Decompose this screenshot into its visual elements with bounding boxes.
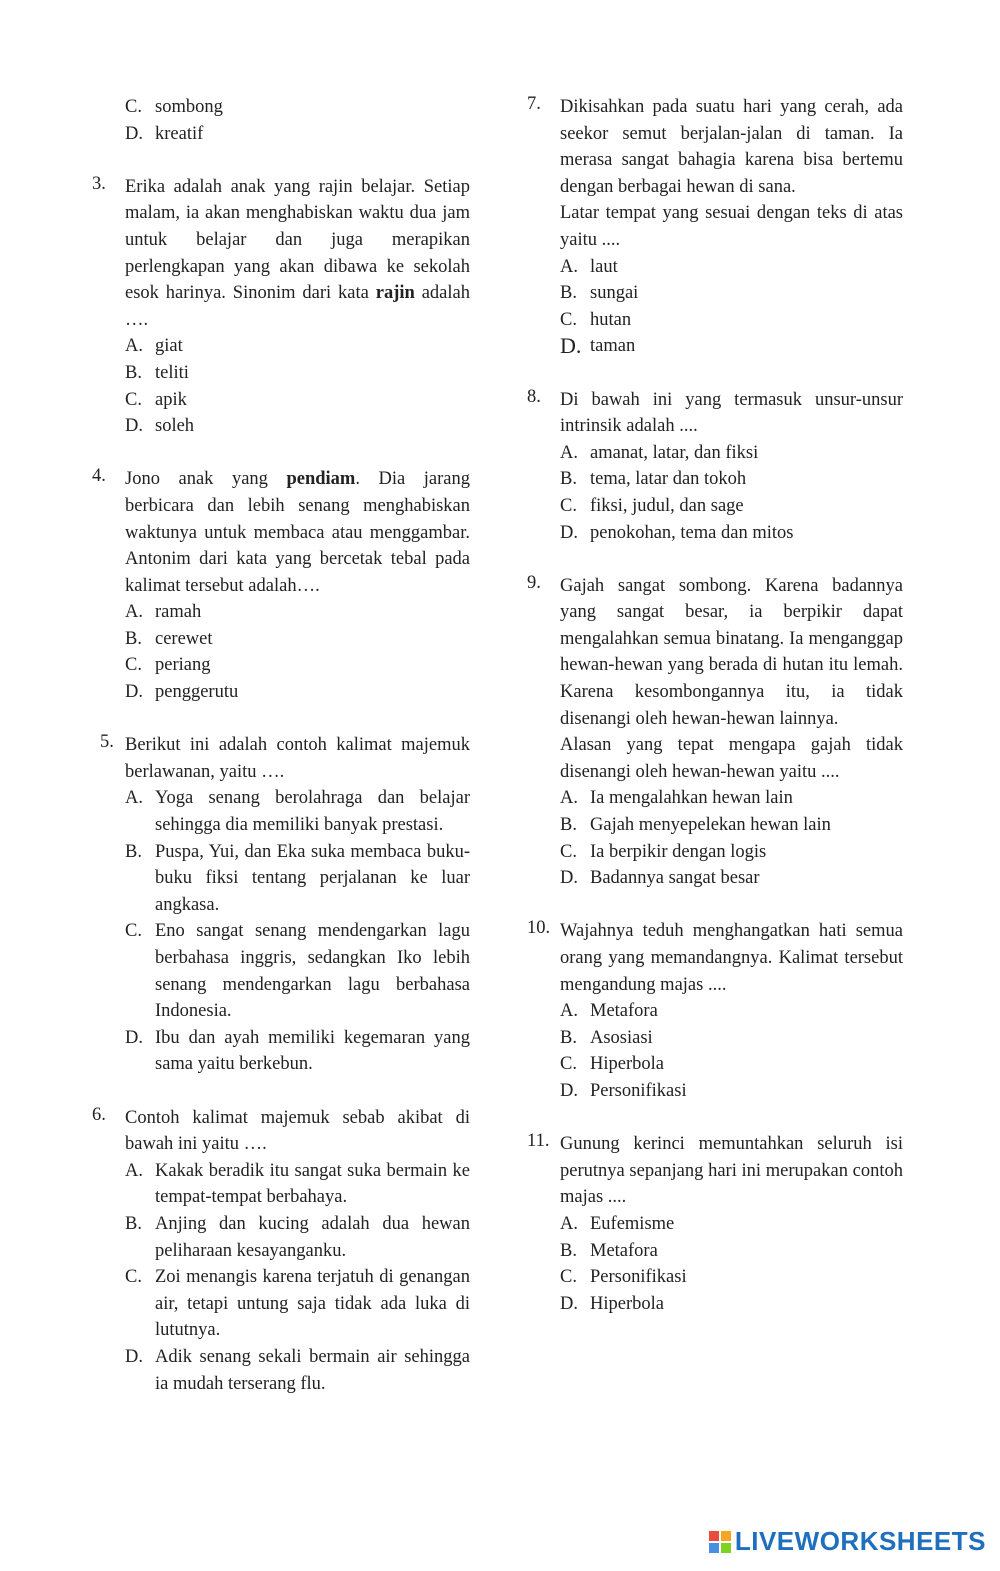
question-7 [527,94,903,360]
left-column [92,94,470,1397]
q5-option-d[interactable]: D. Ibu dan ayah memiliki kegemaran yang sama yaitu berkebun. [125,1027,470,1075]
bold-word: rajin [375,283,415,304]
question-stem: Di bawah ini yang termasuk unsur-unsur intrinsik adalah .... [560,389,903,437]
q6-option-c[interactable]: C. Zoi menangis karena terjatuh di genangan air, tetapi untung saja tidak ada luka di lututnya. [125,1267,470,1341]
q3-option-d[interactable]: D. soleh [125,416,195,437]
q9-option-c[interactable]: C. Ia berpikir dengan logis [560,841,767,862]
q7-option-c[interactable]: C. hutan [560,309,632,330]
question-8 [527,387,903,547]
q2-option-c[interactable]: C. sombong [125,97,223,117]
question-11 [527,1131,903,1317]
bold-word: pendiam [286,469,356,490]
question-stem: Contoh kalimat majemuk sebab akibat di bawah ini yaitu …. [125,1107,470,1155]
q9-option-d[interactable]: D. Badannya sangat besar [560,868,760,889]
q11-option-a[interactable]: A. Eufemisme [560,1213,675,1234]
q11-option-c[interactable]: C. Personifikasi [560,1267,687,1288]
q10-option-a[interactable]: A. Metafora [560,1001,658,1022]
question-passage: Dikisahkan pada suatu hari yang cerah, ada seekor semut berjalan-jalan di taman. Ia merasa sangat bahagia karena bisa bertemu dengan berbagai hewan di sana. [560,97,903,197]
q8-option-c[interactable]: C. fiksi, judul, dan sage [560,495,744,516]
q9-option-b[interactable]: B. Gajah menyepelekan hewan lain [560,815,831,836]
q10-option-b[interactable]: B. Asosiasi [560,1027,653,1048]
question-stem: Alasan yang tepat mengapa gajah tidak disenangi oleh hewan-hewan yaitu .... [560,735,903,782]
q3-option-b[interactable]: B. teliti [125,362,189,383]
q4-option-a[interactable]: A. ramah [125,602,202,623]
liveworksheets-logo-icon [709,1531,731,1553]
q8-option-b[interactable]: B. tema, latar dan tokoh [560,469,747,490]
q6-option-b[interactable]: B. Anjing dan kucing adalah dua hewan peliharaan kesayanganku. [125,1213,470,1261]
question-number: 5. [100,732,114,753]
q8-option-a[interactable]: A. amanat, latar, dan fiksi [560,442,759,463]
q4-option-d[interactable]: D. penggerutu [125,682,239,703]
question-3 [92,174,470,440]
logo-square-2 [721,1531,731,1541]
q11-option-b[interactable]: B. Metafora [560,1240,658,1261]
q5-option-c[interactable]: C. Eno sangat senang mendengarkan lagu berbahasa inggris, sedangkan Iko lebih senang mendengarkan lagu berbahasa Indonesia. [125,921,470,1022]
question-stem: Gunung kerinci memuntahkan seluruh isi perutnya sepanjang hari ini merupakan contoh majas .... [560,1134,903,1208]
q6-option-d[interactable]: D. Adik senang sekali bermain air sehingga ia mudah terserang flu. [125,1346,470,1394]
question-stem: Jono anak yang pendiam. Dia jarang berbicara dan lebih senang menghabiskan waktunya untuk membaca atau menggambar. Antonim dari kata yang bercetak tebal pada kalimat tersebut adalah…. [125,469,470,596]
q8-option-d[interactable]: D. penokohan, tema dan mitos [560,522,794,543]
question-10 [527,918,903,1104]
question-number: 9. [527,572,541,593]
question-stem: Wajahnya teduh menghangatkan hati semua orang yang memandangnya. Kalimat tersebut mengandung majas .... [560,921,903,995]
q2-option-d[interactable]: D. kreatif [125,123,204,144]
q5-option-a[interactable]: A. Yoga senang berolahraga dan belajar sehingga dia memiliki banyak prestasi. [125,788,470,836]
q7-option-d[interactable]: D. taman [560,333,636,359]
q5-option-b[interactable]: B. Puspa, Yui, dan Eka suka membaca buku-buku fiksi tentang perjalanan ke luar angkasa. [125,841,470,915]
q10-option-d[interactable]: D. Personifikasi [560,1080,687,1101]
q3-option-a[interactable]: A. giat [125,336,183,357]
question-stem: Latar tempat yang sesuai dengan teks di atas yaitu .... [560,203,903,250]
question-9 [527,573,903,892]
question-number: 6. [92,1104,106,1125]
q9-option-a[interactable]: A. Ia mengalahkan hewan lain [560,788,793,809]
q4-option-c[interactable]: C. periang [125,655,211,676]
question-6 [92,1105,470,1398]
q7-option-a[interactable]: A. laut [560,256,618,277]
right-column [527,94,903,1317]
question-stem: Berikut ini adalah contoh kalimat majemuk berlawanan, yaitu …. [125,735,470,782]
question-number: 8. [527,386,541,407]
question-number: 11. [527,1131,550,1152]
q10-option-c[interactable]: C. Hiperbola [560,1054,664,1075]
question-passage: Gajah sangat sombong. Karena badannya yang sangat besar, ia berpikir dapat mengalahkan semua binatang. Ia menganggap hewan-hewan yang berada di hutan itu lemah. Karena kesombongannya itu, ia tidak disenangi oleh hewan-hewan lainnya. [560,575,903,729]
question-number: 10. [527,918,551,939]
q3-option-c[interactable]: C. apik [125,389,187,410]
liveworksheets-watermark [709,1526,986,1557]
question-5 [92,732,470,1078]
brand-text: LIVEWORKSHEETS [734,1526,986,1556]
question-number: 3. [92,173,106,194]
q11-option-d[interactable]: D. Hiperbola [560,1293,664,1314]
question-4 [92,466,470,705]
q4-option-b[interactable]: B. cerewet [125,628,213,649]
question-number: 4. [92,466,106,487]
q6-option-a[interactable]: A. Kakak beradik itu sangat suka bermain ke tempat-tempat berbahaya. [125,1160,470,1208]
question-number: 7. [527,94,541,114]
q7-option-b[interactable]: B. sungai [560,283,639,304]
logo-square-3 [709,1543,719,1553]
question-stem: Erika adalah anak yang rajin belajar. Setiap malam, ia akan menghabiskan waktu dua jam untuk belajar dan juga merapikan perlengkapan yang akan dibawa ke sekolah esok harinya. Sinonim dari kata rajin adalah …. [125,176,470,330]
logo-square-1 [709,1531,719,1541]
logo-square-4 [721,1543,731,1553]
